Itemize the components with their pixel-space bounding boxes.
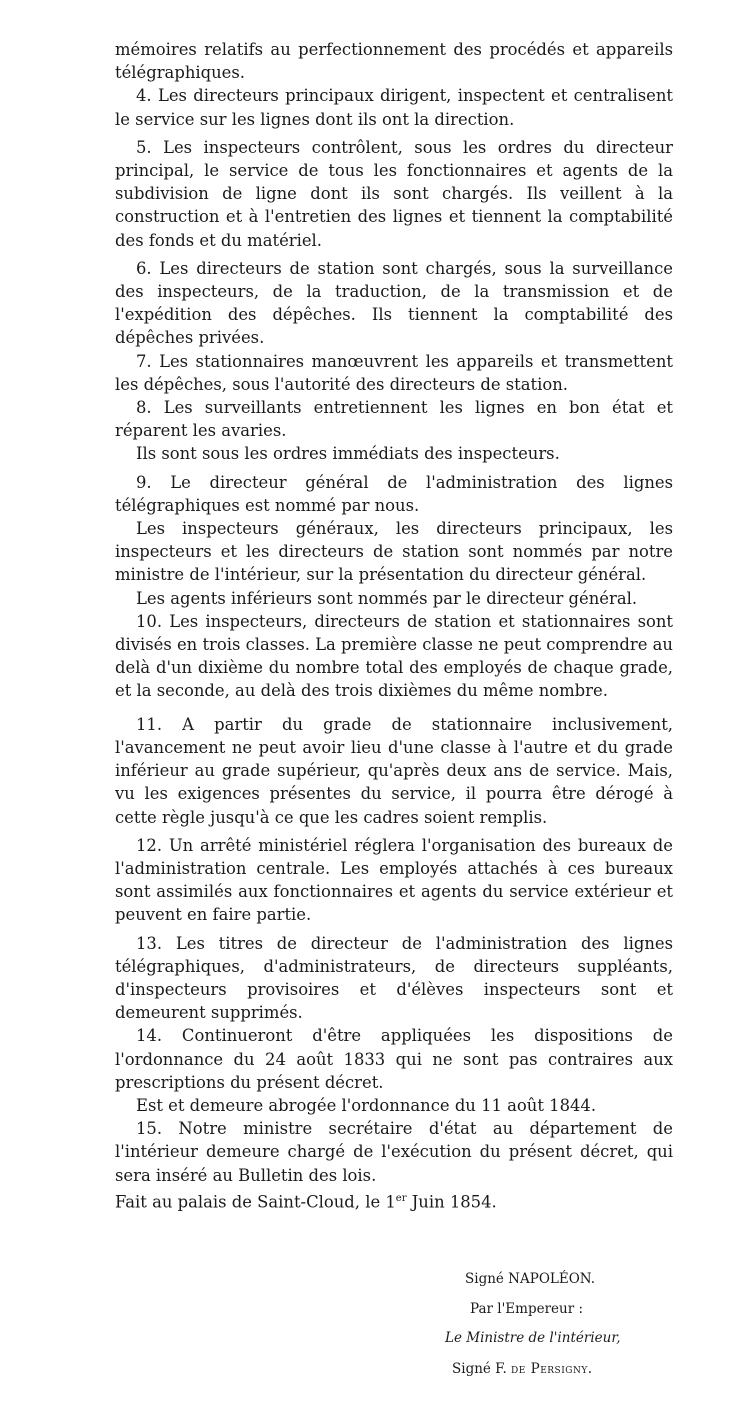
article-12: 12. Un arrêté ministériel réglera l'organisation des bureaux de l'administration centrale. Les employés attachés à ces bureaux sont assimilés aux fonctionnaires et agents du service extérieur et peuvent en faire partie. (115, 835, 673, 925)
signature-by-emperor: Par l'Empereur : (470, 1301, 584, 1317)
paragraph-continuation: mémoires relatifs au perfectionnement des procédés et appareils télégraphiques. (115, 40, 673, 83)
decree-text (115, 38, 673, 1213)
article-7: 7. Les stationnaires manœuvrent les appareils et transmettent les dépêches, sous l'autorité des directeurs de station. (115, 351, 673, 394)
article-6: 6. Les directeurs de station sont chargés, sous la surveillance des inspecteurs, de la traduction, de la transmission et de l'expédition des dépêches. Ils tiennent la comptabilité des dépêches privées. (115, 258, 673, 348)
signature-napoleon: Signé NAPOLÉON. (465, 1271, 596, 1287)
article-10: 10. Les inspecteurs, directeurs de station et stationnaires sont divisés en trois classes. La première classe ne peut comprendre au delà d'un dixième du nombre total des employés de chaque grade, et la seconde, au delà des trois dixièmes du même nombre. (115, 611, 673, 701)
article-5: 5. Les inspecteurs contrôlent, sous les ordres du directeur principal, le service de tous les fonctionnaires et agents de la subdivision de ligne dont ils sont chargés. Ils veillent à la construction et à l'entretien des lignes et tiennent la comptabilité des fonds et du matériel. (115, 137, 673, 250)
article-8-note: Ils sont sous les ordres immédiats des inspecteurs. (136, 444, 560, 464)
article-14: 14. Continueront d'être appliquées les dispositions de l'ordonnance du 24 août 1833 qui ne sont pas contraires aux prescriptions du présent décret. (115, 1026, 673, 1092)
article-9-appointments: Les inspecteurs généraux, les directeurs principaux, les inspecteurs et les directeurs de station sont nommés par notre ministre de l'intérieur, sur la présentation du directeur général. (115, 519, 673, 585)
article-13: 13. Les titres de directeur de l'administration des lignes télégraphiques, d'administrateurs, de directeurs suppléants, d'inspecteurs provisoires et d'élèves inspecteurs sont et demeurent supprimés. (115, 933, 673, 1023)
article-14-repeal: Est et demeure abrogée l'ordonnance du 11 août 1844. (136, 1095, 597, 1115)
article-9-agents: Les agents inférieurs sont nommés par le directeur général. (136, 588, 638, 608)
article-11: 11. A partir du grade de stationnaire inclusivement, l'avancement ne peut avoir lieu d'une classe à l'autre et du grade inférieur au grade supérieur, qu'après deux ans de service. Mais, vu les exigences présentes du service, il pourra être dérogé à cette règle jusqu'à ce que les cadres soient remplis. (115, 714, 673, 827)
date-line: Fait au palais de Saint-Cloud, le 1er Juin 1854. (115, 1192, 497, 1212)
article-9: 9. Le directeur général de l'administration des lignes télégraphiques est nommé par nous. (115, 472, 673, 515)
article-15: 15. Notre ministre secrétaire d'état au département de l'intérieur demeure chargé de l'exécution du présent décret, qui sera inséré au Bulletin des lois. (115, 1119, 673, 1185)
article-8: 8. Les surveillants entretiennent les lignes en bon état et réparent les avaries. (115, 398, 673, 441)
signature-minister-title: Le Ministre de l'intérieur, (445, 1330, 621, 1346)
signature-persigny: Signé F. de Persigny. (452, 1361, 593, 1377)
article-4: 4. Les directeurs principaux dirigent, inspectent et centralisent le service sur les lignes dont ils ont la direction. (115, 86, 673, 129)
